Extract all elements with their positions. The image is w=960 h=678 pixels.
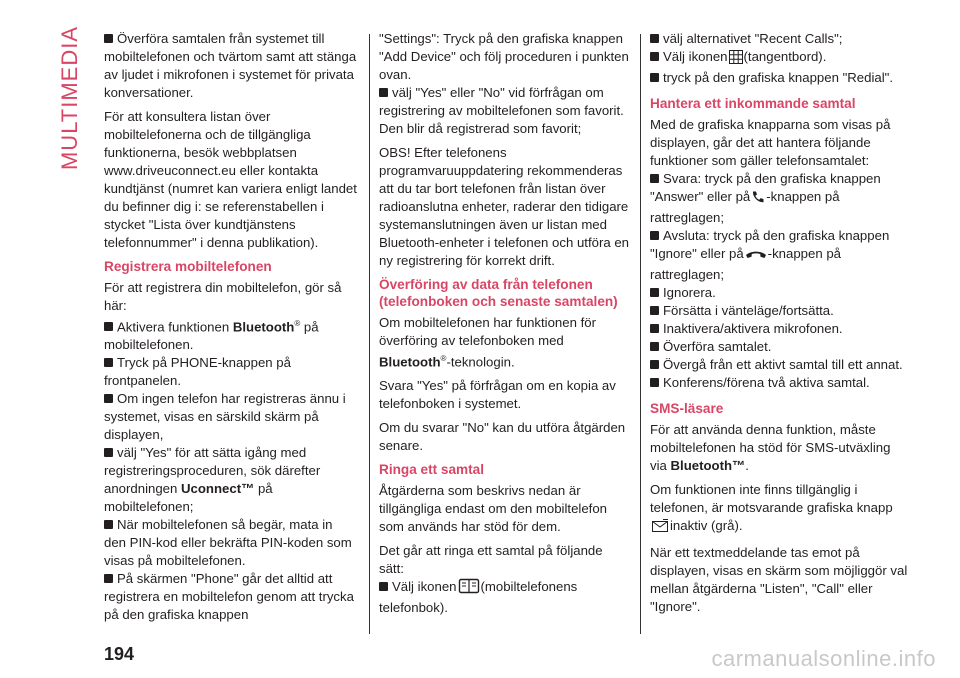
bullet-item <box>650 356 910 374</box>
bullet-text: (tangentbord). <box>743 49 827 64</box>
bullet-text: -knappen på rattreglagen; <box>650 246 841 282</box>
bullet-text: -knappen på rattreglagen; <box>650 189 840 225</box>
bullet-box-icon <box>104 34 113 43</box>
bullet-text: Överföra samtalet. <box>663 339 772 354</box>
bullet-box-icon <box>650 73 659 82</box>
bullet-text: Inaktivera/aktivera mikrofonen. <box>663 321 843 336</box>
bullet-text: Om ingen telefon har registreras ännu i systemet, visas en särskild skärm på displayen, <box>104 391 346 443</box>
bullet-text: Försätta i vänteläge/fortsätta. <box>663 303 834 318</box>
bullet-text: Avsluta: tryck på den grafiska knappen "Ignore" eller på <box>650 228 890 261</box>
bullet-text: Välj ikonen <box>392 579 457 595</box>
bullet-box-icon <box>650 360 659 369</box>
bullet-item <box>650 302 910 320</box>
heading-sms-reader: SMS-läsare <box>650 401 724 416</box>
phonebook-icon <box>458 578 480 599</box>
bullet-box-icon <box>104 394 113 403</box>
bullet-box-icon <box>650 288 659 297</box>
paragraph: Om du svarar "No" kan du utföra åtgärden senare. <box>379 420 626 454</box>
bullet-item <box>650 69 910 87</box>
bullet-item <box>104 354 358 390</box>
column-divider <box>369 34 370 634</box>
heading-data-transfer: Överföring av data från telefonen (telefonboken och senaste samtalen) <box>379 277 618 309</box>
bullet-text: När mobiltelefonen så begär, mata in den PIN-kod eller bekräfta PIN-koden som visas på mobiltelefonen. <box>104 517 352 569</box>
bullet-box-icon <box>650 378 659 387</box>
bullet-text: (mobiltelefonens telefonbok). <box>379 579 578 616</box>
bullet-box-icon <box>379 88 388 97</box>
paragraph: Med de grafiska knapparna som visas på displayen, går det att hantera följande funktioner som gäller telefonsamtalet: <box>650 117 891 168</box>
bullet-box-icon <box>379 582 388 591</box>
section-label <box>40 25 100 171</box>
paragraph-text: inaktiv (grå). <box>670 518 743 533</box>
bullet-box-icon <box>650 324 659 333</box>
bullet-box-icon <box>104 448 113 457</box>
bullet-box-icon <box>650 34 659 43</box>
bullet-text: Överföra samtalen från systemet till mobiltelefonen och tvärtom samt att stänga av ljudet i mikrofonen i systemet för privata konversationer. <box>104 31 357 100</box>
bullet-text: Tryck på PHONE-knappen på frontpanelen. <box>104 355 291 389</box>
paragraph-text: -teknologin. <box>446 354 515 370</box>
bullet-item <box>104 390 358 444</box>
bullet-item <box>650 338 910 356</box>
bullet-text: välj alternativet "Recent Calls"; <box>663 31 843 46</box>
paragraph: Svara "Yes" på förfrågan om en kopia av telefonboken i systemet. <box>379 378 616 412</box>
page-number: 194 <box>104 644 135 664</box>
bullet-item <box>650 284 910 302</box>
watermark: carmanualsonline.info <box>711 646 936 671</box>
bullet-item <box>650 170 910 227</box>
heading-incoming-call: Hantera ett inkommande samtal <box>650 96 856 111</box>
bullet-item <box>104 30 358 102</box>
bullet-item <box>104 570 358 624</box>
bullet-box-icon <box>650 342 659 351</box>
bullet-text: Aktivera funktionen <box>117 319 233 335</box>
paragraph <box>650 481 910 538</box>
bullet-box-icon <box>650 306 659 315</box>
paragraph: "Settings": Tryck på den grafiska knappen "Add Device" och följ proceduren i punkten ovan. <box>379 31 629 82</box>
paragraph <box>379 314 631 371</box>
uconnect-term: Uconnect™ <box>181 481 255 497</box>
bullet-box-icon <box>650 231 659 240</box>
bullet-box-icon <box>650 52 659 61</box>
bullet-item <box>650 374 910 392</box>
bullet-text: välj "Yes" eller "No" vid förfrågan om registrering av mobiltelefonen som favorit. Den blir då registrerad som favorit; <box>379 85 624 136</box>
bullet-item <box>104 315 358 354</box>
paragraph: OBS! Efter telefonens programvaruuppdatering rekommenderas att du tar bort telefonen från listan över radioanslutna enheter, raderar den tidigare systemanslutningen även ur listan med Bluetooth-enheter i telefonen och utföra en ny registrering för korrekt drift. <box>379 145 630 268</box>
bullet-text: Välj ikonen <box>663 49 728 64</box>
bullet-text: Övergå från ett aktivt samtal till ett annat. <box>663 357 903 372</box>
paragraph: För att konsultera listan över mobiltelefonerna och de tillgängliga funktionerna, besök webbplatsen www.driveuconnect.eu eller kontakta kundtjänst (numret kan variera enligt landet du befinner dig i: se referenstabellen i stycket "Lista över kundtjänstens telefonnummer" i denna publikation). <box>104 109 357 250</box>
paragraph <box>650 421 910 475</box>
heading-make-call: Ringa ett samtal <box>379 462 484 478</box>
paragraph: När ett textmeddelande tas emot på displayen, visas en skärm som möjliggör val mellan åtgärderna "Listen", "Call" eller "Ignore". <box>650 545 908 614</box>
bullet-item <box>650 227 910 284</box>
bullet-text: Svara: tryck på den grafiska knappen "Answer" eller på <box>650 171 881 204</box>
bullet-box-icon <box>104 322 113 331</box>
bluetooth-term: Bluetooth <box>379 354 441 370</box>
bullet-item <box>379 84 631 138</box>
keypad-icon <box>729 50 743 69</box>
bullet-text: Konferens/förena två aktiva samtal. <box>663 375 870 390</box>
column-2 <box>379 30 631 617</box>
bullet-text: på mobiltelefonen; <box>104 481 273 515</box>
paragraph: Åtgärderna som beskrivs nedan är tillgängliga endast om den mobiltelefon som används har stöd för dem. <box>379 483 607 535</box>
section-label-text: MULTIMEDIA <box>57 25 82 171</box>
bullet-item <box>650 320 910 338</box>
registered-mark: ® <box>294 319 301 328</box>
phone-hangup-icon <box>745 248 767 266</box>
column-1 <box>104 30 358 624</box>
paragraph-text: Om funktionen inte finns tillgänglig i telefonen, är motsvarande grafiska knapp <box>650 482 893 515</box>
bullet-text: på mobiltelefonen. <box>104 319 319 353</box>
bullet-box-icon <box>104 358 113 367</box>
column-divider <box>640 34 641 634</box>
bullet-item <box>379 578 631 617</box>
heading-register-phone: Registrera mobiltelefonen <box>104 259 272 274</box>
registered-mark: ® <box>440 354 447 363</box>
bullet-text: På skärmen "Phone" går det alltid att registrera en mobiltelefon genom att trycka på den grafiska knappen <box>104 571 354 623</box>
paragraph-text: För att använda denna funktion, måste mobiltelefonen ha stöd för SMS-utväxling via <box>650 422 891 473</box>
column-3 <box>650 30 910 622</box>
paragraph: För att registrera din mobiltelefon, gör så här: <box>104 280 342 313</box>
bullet-text: Ignorera. <box>663 285 716 300</box>
bullet-item <box>650 30 910 48</box>
phone-answer-icon <box>751 190 765 209</box>
bullet-box-icon <box>650 174 659 183</box>
bullet-item <box>104 516 358 570</box>
paragraph: Det går att ringa ett samtal på följande sätt: <box>379 543 603 577</box>
bluetooth-term: Bluetooth <box>232 319 295 335</box>
paragraph-text: Om mobiltelefonen har funktionen för överföring av telefonboken med <box>379 315 596 348</box>
bullet-text: tryck på den grafiska knappen "Redial". <box>663 70 894 85</box>
bullet-item <box>650 48 910 69</box>
bullet-item <box>104 444 358 516</box>
sms-disabled-icon <box>651 519 669 538</box>
bluetooth-term: Bluetooth™ <box>670 458 746 473</box>
paragraph-text: . <box>745 458 749 473</box>
bullet-text: välj "Yes" för att sätta igång med registreringsproceduren, sök därefter anordningen <box>104 445 321 497</box>
bullet-box-icon <box>104 520 113 529</box>
bullet-box-icon <box>104 574 113 583</box>
